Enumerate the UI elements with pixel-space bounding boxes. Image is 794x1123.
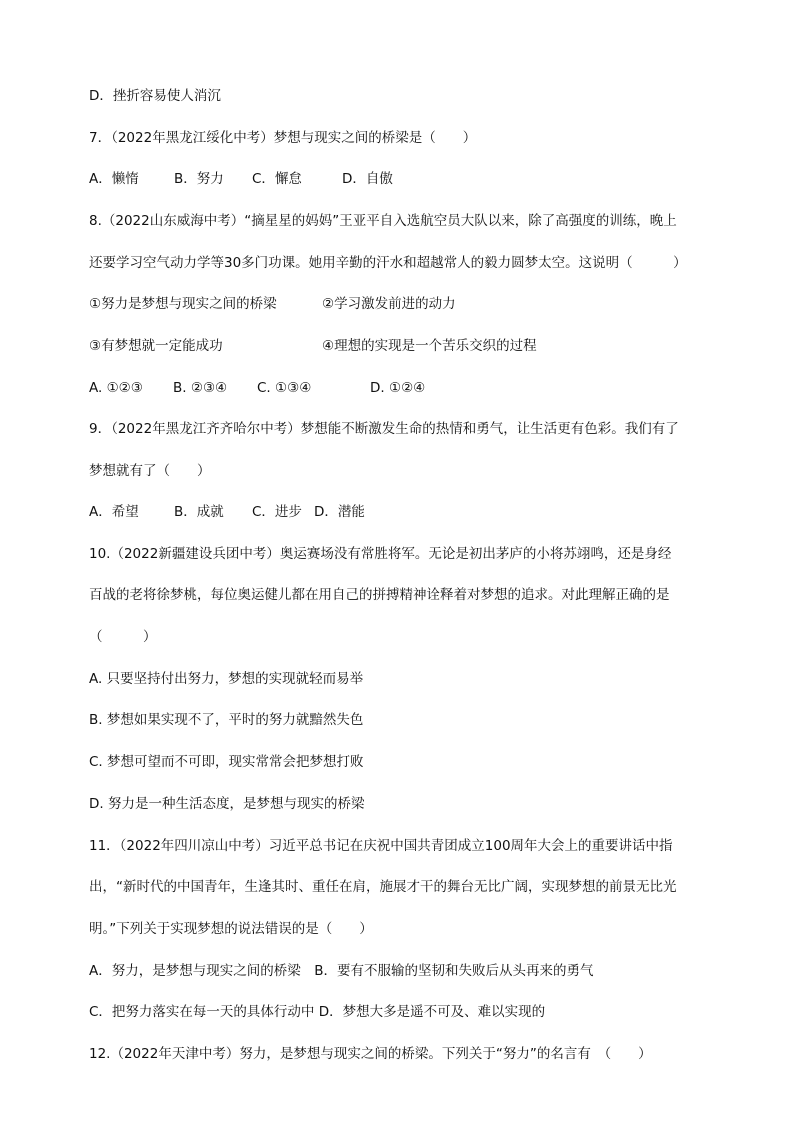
q9-option-a: A．希望 (89, 504, 139, 520)
q9-option-d: D．潜能 (314, 504, 365, 520)
question-12-stem: 12.（2022年天津中考）努力，是梦想与现实之间的桥梁。下列关于“努力”的名言有 （ ） (89, 1046, 652, 1062)
q10-option-d: D. 努力是一种生活态度，是梦想与现实的桥梁 (89, 796, 365, 812)
q9-option-b: B．成就 (174, 504, 224, 520)
question-10-stem-line-1: 10.（2022新疆建设兵团中考）奥运赛场没有常胜将军。无论是初出茅庐的小将苏翊鸣，还是身经 (89, 546, 672, 562)
q8-statement-4: ④理想的实现是一个苦乐交织的过程 (322, 338, 537, 354)
q8-statement-1: ①努力是梦想与现实之间的桥梁 (89, 296, 277, 312)
question-9-stem-line-2: 梦想就有了（ ） (89, 463, 211, 479)
q7-option-c: C．懈怠 (252, 171, 302, 187)
question-7-stem: 7．（2022年黑龙江绥化中考）梦想与现实之间的桥梁是（ ） (89, 130, 477, 146)
q7-option-d: D．自傲 (342, 171, 393, 187)
question-10-stem-line-2: 百战的老将徐梦桃，每位奥运健儿都在用自己的拼搏精神诠释着对梦想的追求。对此理解正确的是 (89, 587, 670, 603)
q7-option-b: B．努力 (174, 171, 224, 187)
question-11-stem-line-2: 出，“新时代的中国青年，生逢其时、重任在肩，施展才干的舞台无比广阔，实现梦想的前景无比光 (89, 879, 677, 895)
q8-option-a: A. ①②③ (89, 380, 143, 396)
question-11-options-row-2: C．把努力落实在每一天的具体行动中 D．梦想大多是遥不可及、难以实现的 (89, 1004, 546, 1020)
question-10-answer-blank: （ ） (89, 629, 157, 645)
q8-option-d: D. ①②④ (370, 380, 426, 396)
question-8-stem-line-2: 还要学习空气动力学等30多门功课。她用辛勤的汗水和超越常人的毅力圆梦太空。这说明（ ） (89, 255, 687, 271)
q10-option-c: C. 梦想可望而不可即，现实常常会把梦想打败 (89, 754, 364, 770)
q7-option-a: A．懒惰 (89, 171, 139, 187)
question-11-options-row-1: A．努力，是梦想与现实之间的桥梁 B．要有不服输的坚韧和失败后从头再来的勇气 (89, 963, 594, 979)
question-11-stem-line-3: 明。”下列关于实现梦想的说法错误的是（ ） (89, 921, 373, 937)
question-9-stem-line-1: 9．（2022年黑龙江齐齐哈尔中考）梦想能不断激发生命的热情和勇气，让生活更有色彩。我们有了 (89, 421, 679, 437)
question-11-stem-line-1: 11．（2022年四川凉山中考）习近平总书记在庆祝中国共青团成立100周年大会上的重要讲话中指 (89, 838, 673, 854)
q8-option-c: C. ①③④ (257, 380, 312, 396)
q8-statement-3: ③有梦想就一定能成功 (89, 338, 223, 354)
q9-option-c: C．进步 (252, 504, 302, 520)
q8-option-b: B. ②③④ (173, 380, 228, 396)
q10-option-a: A. 只要坚持付出努力，梦想的实现就轻而易举 (89, 671, 364, 687)
question-6-option-d: D．挫折容易使人消沉 (89, 88, 221, 104)
q10-option-b: B. 梦想如果实现不了，平时的努力就黯然失色 (89, 712, 364, 728)
q8-statement-2: ②学习激发前进的动力 (322, 296, 456, 312)
question-8-stem-line-1: 8.（2022山东威海中考）“摘星星的妈妈”王亚平自入选航空员大队以来，除了高强度的训练，晚上 (89, 213, 677, 229)
